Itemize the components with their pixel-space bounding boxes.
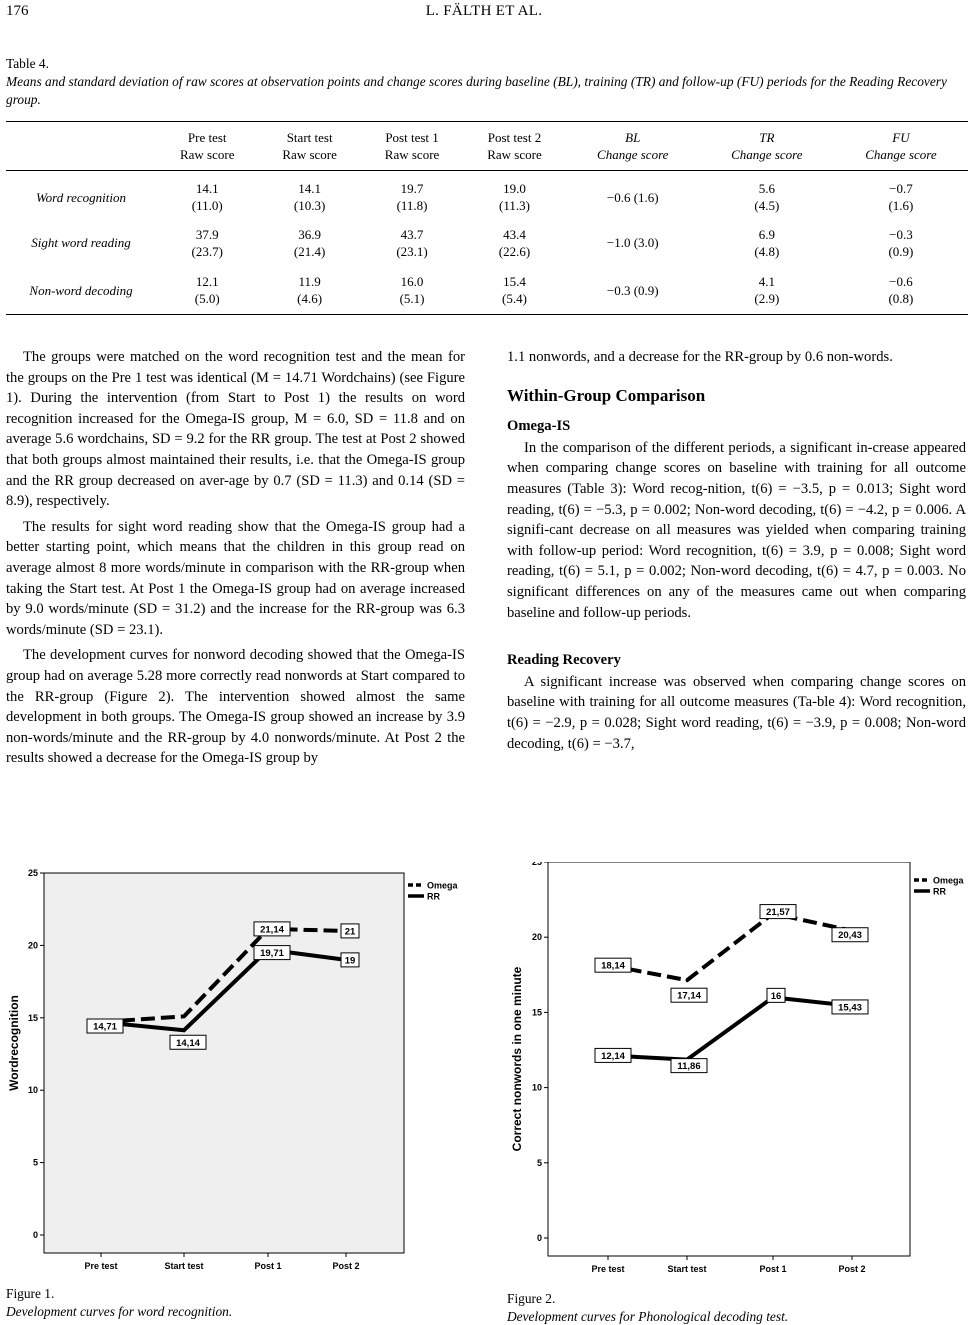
cell-line: −0.3 <box>889 226 913 242</box>
y-tick-label: 5 <box>32 1157 38 1168</box>
y-axis-label: Wordrecognition <box>7 995 21 1091</box>
table-cell <box>156 219 258 267</box>
column-header-line: Change score <box>597 147 669 162</box>
x-tick-label: Pre test <box>84 1261 118 1271</box>
cell-line: −0.6 (1.6) <box>606 189 659 205</box>
table-label: Table 4. <box>6 56 49 71</box>
row-label: Word recognition <box>36 189 126 205</box>
data-label: 20,43 <box>838 930 862 942</box>
column-header <box>834 122 968 171</box>
table-body <box>6 171 968 315</box>
cell-line: (10.3) <box>293 198 326 214</box>
table-cell <box>463 219 565 267</box>
table-description: Means and standard deviation of raw scores at observation points and change scores during baseline (BL), training (TR) and follow-up (FU) periods for the Reading Recovery group. <box>6 74 947 107</box>
cell-line: 19.0 <box>503 181 526 197</box>
data-label: 12,14 <box>601 1050 625 1062</box>
cell-line: (0.8) <box>888 291 914 307</box>
figure-label: Figure 2. <box>507 1291 556 1306</box>
column-header <box>156 122 258 171</box>
cell-line: 37.9 <box>195 226 219 242</box>
x-tick-label: Post 2 <box>838 1264 866 1274</box>
cell-line: (11.0) <box>191 198 223 214</box>
table-cell <box>834 219 968 267</box>
column-header-line: Raw score <box>282 147 337 162</box>
cell-line: (0.9) <box>888 243 914 259</box>
cell-line: 5.6 <box>758 181 775 197</box>
cell-line: (11.8) <box>396 198 428 214</box>
column-header-line: Raw score <box>487 147 542 162</box>
subsection-title: Omega-IS <box>507 418 571 435</box>
cell-line: (1.6) <box>888 198 914 214</box>
cell-line: (4.5) <box>754 198 780 214</box>
table-cell <box>834 171 968 219</box>
data-point <box>686 979 689 982</box>
legend-label: Omega <box>933 875 964 886</box>
cell-line: 43.7 <box>400 226 424 242</box>
cell-line: (23.1) <box>396 243 428 259</box>
cell-line: (4.8) <box>754 243 780 259</box>
table-corner-cell <box>6 122 156 171</box>
column-header <box>700 122 834 171</box>
row-label: Non-word decoding <box>29 282 133 298</box>
cell-line: (11.3) <box>499 198 530 214</box>
figure-2-caption <box>507 1290 788 1325</box>
figure-description: Development curves for Phonological decoding test. <box>507 1309 789 1324</box>
page-header <box>0 0 968 28</box>
running-head: L. FÄLTH ET AL. <box>425 3 543 19</box>
cell-line: 12.1 <box>195 274 219 290</box>
column-header-line: Change score <box>731 147 803 162</box>
x-tick-label: Post 2 <box>332 1261 360 1271</box>
data-point <box>183 1015 186 1018</box>
figure-1 <box>6 866 466 1287</box>
section-title: Within-Group Comparison <box>507 385 706 405</box>
results-table <box>6 121 968 315</box>
cell-line: (5.0) <box>194 291 220 307</box>
column-header-line: TR <box>759 130 775 145</box>
x-tick-label: Post 1 <box>254 1261 282 1271</box>
legend-label: RR <box>933 886 946 897</box>
data-label: 18,14 <box>601 960 625 972</box>
legend-label: RR <box>427 891 440 902</box>
paragraph: 1.1 nonwords, and a decrease for the RR-group by 0.6 non-words. <box>507 349 893 365</box>
column-header-line: Change score <box>865 147 937 162</box>
data-label: 17,14 <box>677 990 701 1002</box>
figure-description: Development curves for word recognition. <box>6 1304 233 1319</box>
cell-line: 16.0 <box>400 274 424 290</box>
cell-line: 6.9 <box>758 226 775 242</box>
table-cell <box>566 171 700 219</box>
column-header <box>361 122 463 171</box>
column-header-line: Pre test <box>187 130 227 145</box>
column-header-line: BL <box>625 130 641 145</box>
left-text-column <box>6 347 465 769</box>
column-header <box>258 122 360 171</box>
column-header-line: Post test 2 <box>487 130 542 145</box>
paragraph: The results for sight word reading show that the Omega-IS group had a better starting point, which means that the children in this group read on average almost 8 more words/minute in comparison with the RR-group when taking the Start test. At Post 1 the Omega-IS group had on average increased by 9.0 words/minute (SD = 31.2) and the increase for the RR-group was 6.3 words/minute (SD = 23.1). <box>6 518 465 638</box>
table-cell <box>361 219 463 267</box>
x-tick-label: Start test <box>667 1264 707 1274</box>
paragraph: The development curves for nonword decoding showed that the Omega-IS group had on average 5.28 more correctly read nonwords at Start compared to the RR-group (Figure 2). The intervention showed almost the same development in both groups. The Omega-IS group showed an increase by 3.9 non-words/minute and the RR-group by 4.0 nonwords/minute. At Post 2 the results showed a decrease for the Omega-IS group by <box>6 647 465 767</box>
figure-2 <box>507 862 965 1291</box>
data-label: 14,71 <box>93 1021 117 1033</box>
column-header-line: Post test 1 <box>385 130 439 145</box>
data-label: 14,14 <box>176 1037 200 1049</box>
cell-line: (22.6) <box>498 243 531 259</box>
data-label: 15,43 <box>838 1002 862 1014</box>
table-header-row <box>6 122 968 171</box>
y-tick-label: 15 <box>531 1007 542 1018</box>
y-tick-label: 25 <box>531 862 542 867</box>
y-tick-label: 20 <box>27 940 38 951</box>
column-header-line: Raw score <box>384 147 440 162</box>
right-text-column <box>507 347 966 754</box>
cell-line: (4.6) <box>297 291 323 307</box>
table-cell <box>700 219 834 267</box>
x-tick-label: Post 1 <box>759 1264 787 1274</box>
data-label: 19 <box>344 955 356 967</box>
y-tick-label: 5 <box>536 1157 542 1168</box>
x-tick-label: Pre test <box>591 1264 625 1274</box>
cell-line: 43.4 <box>503 226 526 242</box>
y-tick-label: 10 <box>531 1082 542 1093</box>
paragraph: The groups were matched on the word recognition test and the mean for the groups on the Pre 1 test was identical (M = 14.71 Wordchains) (see Figure 1). During the intervention (from Start to Post 1) the results on word recognition increased for the Omega-IS group, M = 6.0, SD = 11.8 and on average 5.6 wordchains, SD = 9.2 for the RR group. The test at Post 2 showed that both groups almost maintained their results, i.e. that the Omega-IS group and the RR group decreased on aver-age by 0.7 (SD = 11.3) and 0.14 (SD = 8.9), respectively. <box>6 349 465 510</box>
column-header-line: Start test <box>286 130 333 145</box>
cell-line: 19.7 <box>400 181 424 197</box>
cell-line: (21.4) <box>293 243 326 259</box>
table-cell <box>834 267 968 315</box>
nonword-decoding-chart <box>507 862 965 1286</box>
data-label: 21,57 <box>766 907 790 919</box>
legend-label: Omega <box>427 880 458 891</box>
figure-label: Figure 1. <box>6 1286 55 1301</box>
cell-line: (2.9) <box>754 291 780 307</box>
table-cell <box>463 267 565 315</box>
data-label: 16 <box>770 990 782 1002</box>
word-recognition-chart <box>6 866 466 1282</box>
table-row <box>6 171 968 219</box>
table-cell <box>566 267 700 315</box>
table-row <box>6 267 968 315</box>
row-label: Sight word reading <box>31 235 131 250</box>
table-cell <box>361 171 463 219</box>
y-axis-label: Correct nonwords in one minute <box>510 966 524 1152</box>
table-cell <box>566 219 700 267</box>
y-tick-label: 0 <box>32 1230 38 1240</box>
cell-line: 11.9 <box>298 274 321 290</box>
table-caption <box>6 55 968 109</box>
table-row <box>6 219 968 267</box>
cell-line: −0.3 (0.9) <box>606 282 659 298</box>
cell-line: −0.6 <box>889 274 913 290</box>
table-cell <box>463 171 565 219</box>
cell-line: 36.9 <box>298 226 321 242</box>
cell-line: 15.4 <box>503 274 526 290</box>
data-label: 21 <box>344 926 356 938</box>
column-header-line: Raw score <box>179 147 235 162</box>
table-cell <box>258 171 360 219</box>
y-tick-label: 25 <box>27 868 38 878</box>
y-tick-label: 10 <box>27 1085 38 1096</box>
column-header-line: FU <box>892 130 910 145</box>
subsection-title: Reading Recovery <box>507 652 621 669</box>
table-cell <box>258 219 360 267</box>
data-label: 21,14 <box>260 924 284 936</box>
cell-line: 4.1 <box>758 274 775 290</box>
paragraph: A significant increase was observed when comparing change scores on baseline with training for all outcome measures (Ta-ble 4): Word recognition, t(6) = −2.9, p = 0.028; Sight word reading, t(6) = −3.9, p = 0.008; Non-word decoding, t(6) = −3.7, <box>507 673 966 752</box>
column-header <box>566 122 700 171</box>
table-cell <box>361 267 463 315</box>
y-tick-label: 20 <box>531 932 542 943</box>
cell-line: 14.1 <box>195 181 219 197</box>
column-header <box>463 122 565 171</box>
cell-line: −1.0 (3.0) <box>606 235 659 250</box>
page-number: 176 <box>6 3 29 19</box>
cell-line: (5.4) <box>502 291 527 307</box>
cell-line: −0.7 <box>889 181 913 197</box>
table-cell <box>700 171 834 219</box>
table-cell <box>156 171 258 219</box>
y-tick-label: 15 <box>27 1012 38 1023</box>
data-point <box>183 1029 186 1032</box>
figure-1-caption <box>6 1285 232 1321</box>
y-tick-label: 0 <box>536 1233 542 1243</box>
data-label: 19,71 <box>260 948 284 960</box>
cell-line: (23.7) <box>191 243 223 259</box>
table-cell <box>700 267 834 315</box>
data-label: 11,86 <box>677 1061 701 1073</box>
table-cell <box>258 267 360 315</box>
paragraph: In the comparison of the different periods, a significant in-crease appeared when comparing change scores on baseline with training for all outcome measures (Table 3): Word recog-nition, t(6) = −3.5, p = 0.013; Sight word reading, t(6) = −5.3, p = 0.002; Non-word decoding, t(6) = −4.2, p = 0.006. A signifi-cant decrease on all measures was yielded when comparing training with follow-up period: Word recognition, t(6) = 3.9, p = 0.008; Sight word reading, t(6) = 5.1, p = 0.002; Non-word decoding, t(6) = 4.7, p = 0.003. No significant differences on any of the measures came out when comparing baseline and follow-up periods. <box>507 439 966 621</box>
cell-line: (5.1) <box>399 291 425 307</box>
x-tick-label: Start test <box>164 1261 204 1271</box>
table-cell <box>156 267 258 315</box>
cell-line: 14.1 <box>298 181 321 197</box>
